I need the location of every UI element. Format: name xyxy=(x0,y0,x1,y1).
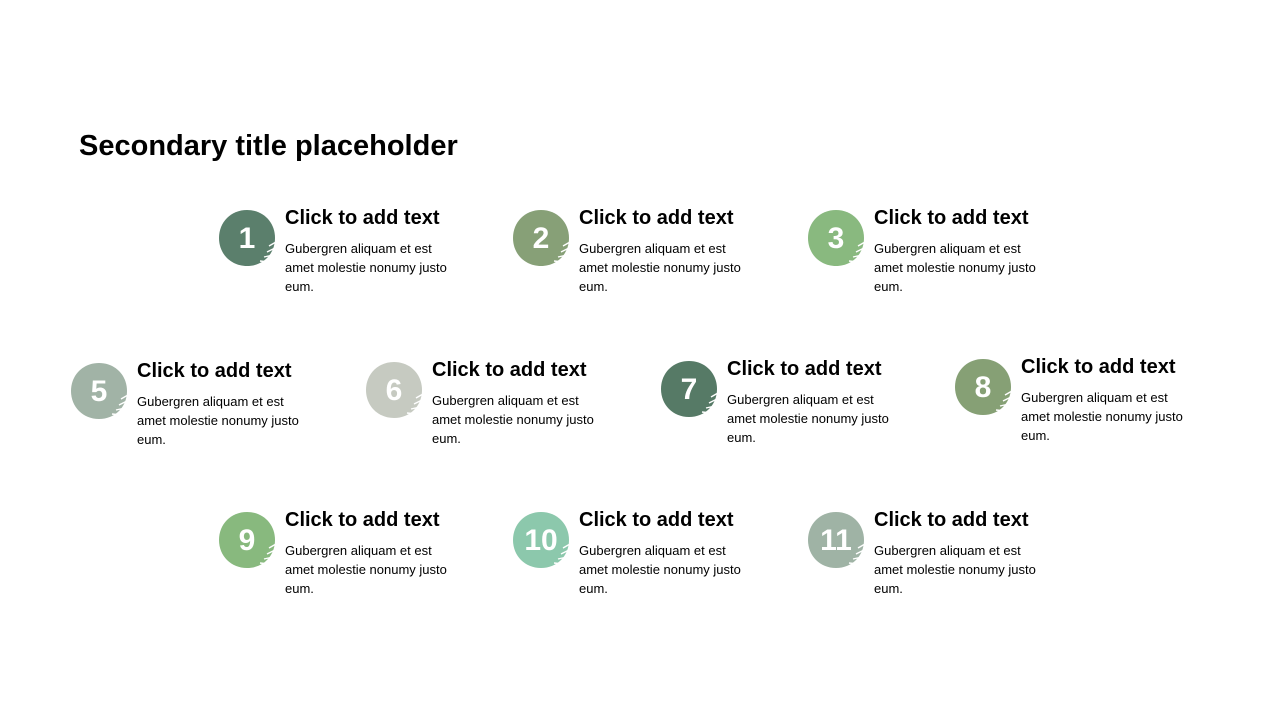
item-number: 10 xyxy=(524,524,558,557)
item-heading[interactable]: Click to add text xyxy=(285,509,440,531)
item-9[interactable] xyxy=(217,507,457,607)
item-2[interactable] xyxy=(511,205,751,305)
item-heading[interactable]: Click to add text xyxy=(579,509,734,531)
secondary-title[interactable]: Secondary title placeholder xyxy=(79,130,458,162)
item-number: 11 xyxy=(820,524,852,557)
item-6[interactable] xyxy=(364,357,604,457)
number-badge xyxy=(217,510,277,570)
item-heading[interactable]: Click to add text xyxy=(432,359,587,381)
item-10[interactable] xyxy=(511,507,751,607)
item-body[interactable]: Gubergren aliquam et est amet molestie nonumy justo eum. xyxy=(285,241,447,294)
item-3[interactable] xyxy=(806,205,1046,305)
number-badge xyxy=(364,360,424,420)
item-body[interactable]: Gubergren aliquam et est amet molestie nonumy justo eum. xyxy=(874,543,1036,596)
number-badge xyxy=(806,510,866,570)
number-badge xyxy=(69,361,129,421)
item-heading[interactable]: Click to add text xyxy=(137,360,292,382)
item-body[interactable]: Gubergren aliquam et est amet molestie nonumy justo eum. xyxy=(874,241,1036,294)
number-badge xyxy=(511,510,571,570)
item-body[interactable]: Gubergren aliquam et est amet molestie nonumy justo eum. xyxy=(1021,390,1183,443)
item-number: 6 xyxy=(385,374,403,407)
number-badge xyxy=(659,359,719,419)
number-badge xyxy=(511,208,571,268)
item-body[interactable]: Gubergren aliquam et est amet molestie nonumy justo eum. xyxy=(285,543,447,596)
item-heading[interactable]: Click to add text xyxy=(285,207,440,229)
item-number: 2 xyxy=(532,222,550,255)
item-number: 7 xyxy=(680,373,698,406)
item-body[interactable]: Gubergren aliquam et est amet molestie nonumy justo eum. xyxy=(432,393,594,446)
item-body[interactable]: Gubergren aliquam et est amet molestie nonumy justo eum. xyxy=(579,241,741,294)
item-heading[interactable]: Click to add text xyxy=(727,358,882,380)
item-number: 5 xyxy=(90,375,108,408)
number-badge xyxy=(217,208,277,268)
item-heading[interactable]: Click to add text xyxy=(579,207,734,229)
item-heading[interactable]: Click to add text xyxy=(874,509,1029,531)
item-7[interactable] xyxy=(659,356,899,456)
item-heading[interactable]: Click to add text xyxy=(1021,356,1176,378)
item-body[interactable]: Gubergren aliquam et est amet molestie nonumy justo eum. xyxy=(579,543,741,596)
number-badge xyxy=(953,357,1013,417)
item-number: 1 xyxy=(238,222,256,255)
item-5[interactable] xyxy=(69,358,309,458)
item-number: 3 xyxy=(827,222,845,255)
item-number: 8 xyxy=(974,371,992,404)
item-heading[interactable]: Click to add text xyxy=(874,207,1029,229)
number-badge xyxy=(806,208,866,268)
item-1[interactable] xyxy=(217,205,457,305)
item-body[interactable]: Gubergren aliquam et est amet molestie nonumy justo eum. xyxy=(727,392,889,445)
item-11[interactable] xyxy=(806,507,1046,607)
item-body[interactable]: Gubergren aliquam et est amet molestie nonumy justo eum. xyxy=(137,394,299,447)
item-8[interactable] xyxy=(953,354,1193,454)
item-number: 9 xyxy=(238,524,256,557)
